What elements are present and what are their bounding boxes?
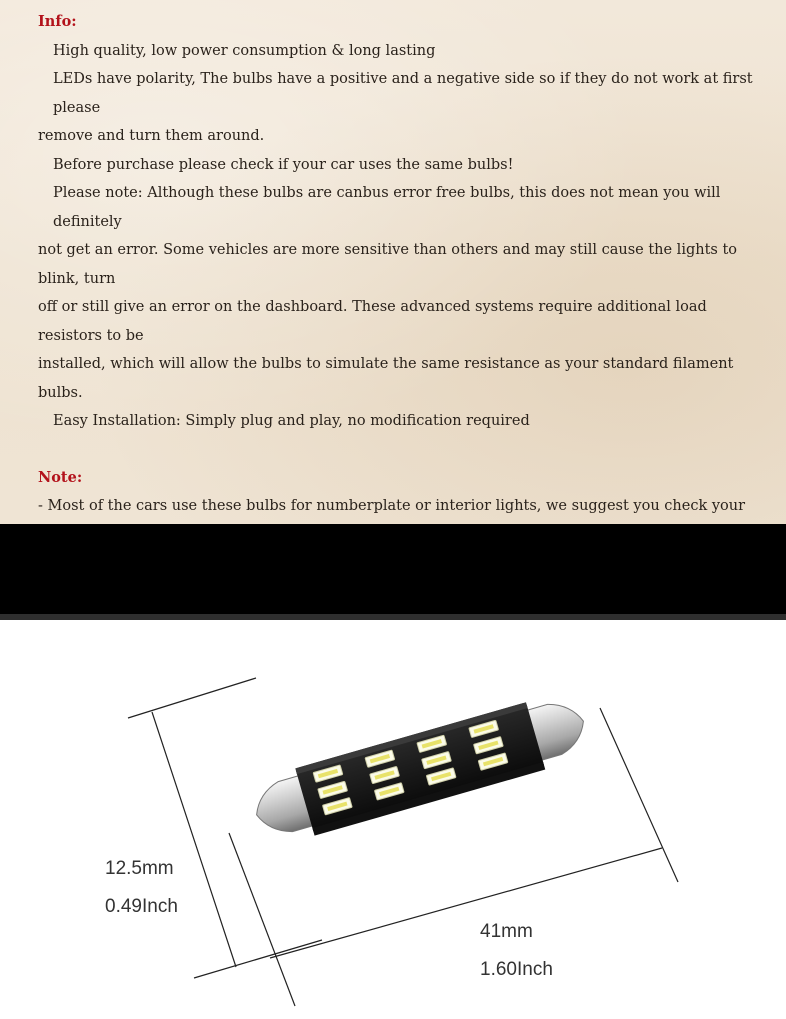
dimension-lines (128, 678, 678, 1006)
length-mm-label: 41mm (480, 921, 533, 942)
length-inch-label: 1.60Inch (480, 959, 553, 980)
info-line: off or still give an error on the dashboard. These advanced systems require additional load resistors to be (38, 299, 707, 344)
info-line: Please note: Although these bulbs are canbus error free bulbs, this does not mean you will definitely (53, 185, 721, 230)
bulb (247, 688, 593, 849)
black-band (0, 524, 786, 616)
info-line: LEDs have polarity, The bulbs have a positive and a negative side so if they do not work at first please (53, 71, 753, 116)
note-heading: Note: (38, 468, 83, 486)
product-diagram (0, 620, 786, 1015)
diameter-mm-label: 12.5mm (105, 858, 174, 879)
diameter-inch-label: 0.49Inch (105, 896, 178, 917)
bulb-illustration (0, 620, 786, 1015)
info-line: Easy Installation: Simply plug and play, no modification required (53, 413, 530, 429)
note-line: - Most of the cars use these bulbs for numberplate or interior lights, we suggest you check your (38, 498, 746, 514)
info-line: installed, which will allow the bulbs to simulate the same resistance as your standard filament bulbs. (38, 356, 734, 401)
info-line: remove and turn them around. (38, 128, 265, 144)
info-line: Before purchase please check if your car uses the same bulbs! (53, 156, 514, 173)
info-heading: Info: (38, 13, 77, 30)
info-line: not get an error. Some vehicles are more sensitive than others and may still cause the lights to blink, turn (38, 242, 738, 287)
info-line: High quality, low power consumption & long lasting (53, 42, 436, 59)
